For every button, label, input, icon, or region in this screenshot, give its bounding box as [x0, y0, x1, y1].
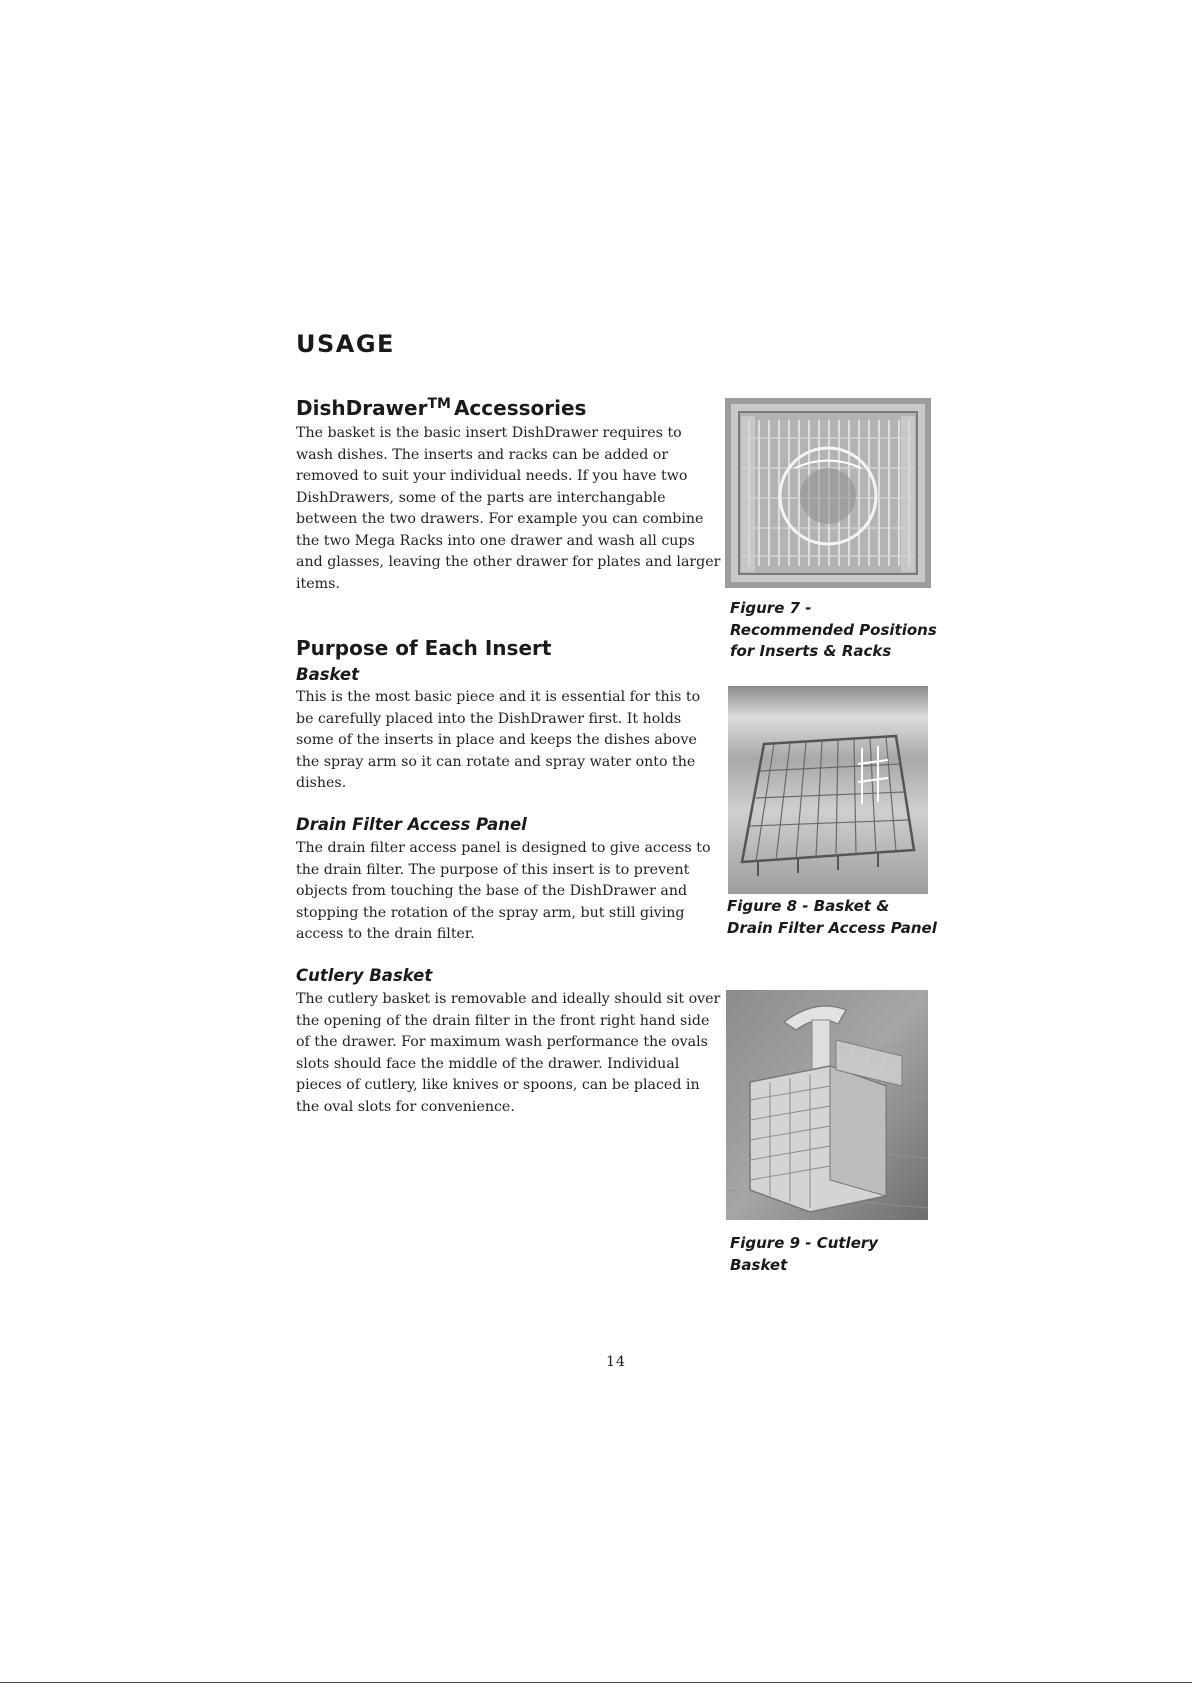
bottom-rule: [0, 1682, 1192, 1683]
section-title: USAGE: [296, 330, 395, 358]
basket-title: Basket: [296, 665, 359, 684]
purpose-heading: Purpose of Each Insert: [296, 636, 552, 660]
drawer-overview-image: [725, 398, 931, 588]
cutlery-basket-image: [726, 990, 928, 1220]
figure-8-caption: Figure 8 - Basket & Drain Filter Access Panel: [727, 897, 937, 937]
drain-body: The drain filter access panel is designed to give access to the drain filter. The purpose of this insert is to prevent objects from touching the base of the DishDrawer and stopping the rotation of the spray arm, but still giving access to the drain filter.: [296, 840, 711, 942]
figure-9-photo: [726, 990, 928, 1220]
cutlery-title: Cutlery Basket: [296, 966, 433, 985]
page-number: 14: [606, 1354, 626, 1370]
trademark-mark: TM: [427, 396, 451, 412]
figure-8-photo: [728, 686, 928, 894]
cutlery-body: The cutlery basket is removable and ideally should sit over the opening of the drain filter in the front right hand side of the drawer. For maximum wash performance the ovals slots should face the middle of the drawer. Individual pieces of cutlery, like knives or spoons, can be placed in the oval slots for convenience.: [296, 991, 721, 1115]
figure-7-photo: [725, 398, 931, 588]
accessories-heading: [296, 396, 586, 420]
accessories-heading-main: DishDrawer: [296, 396, 428, 420]
basket-rack-image: [728, 686, 928, 894]
drain-title: Drain Filter Access Panel: [296, 815, 527, 834]
figure-7-caption: Figure 7 - Recommended Positions for Inserts & Racks: [730, 599, 937, 660]
figure-9-caption: Figure 9 - Cutlery Basket: [730, 1234, 879, 1274]
accessories-heading-rest: Accessories: [453, 396, 587, 420]
basket-body: This is the most basic piece and it is essential for this to be carefully placed into the DishDrawer first. It holds some of the inserts in place and keeps the dishes above the spray arm so it can rotate and spray water onto the dishes.: [296, 689, 701, 791]
accessories-body: The basket is the basic insert DishDrawer requires to wash dishes. The inserts and racks can be added or removed to suit your individual needs. If you have two DishDrawers, some of the parts are interchangable between the two drawers. For example you can combine the two Mega Racks into one drawer and wash all cups and glasses, leaving the other drawer for plates and larger items.: [296, 425, 721, 592]
